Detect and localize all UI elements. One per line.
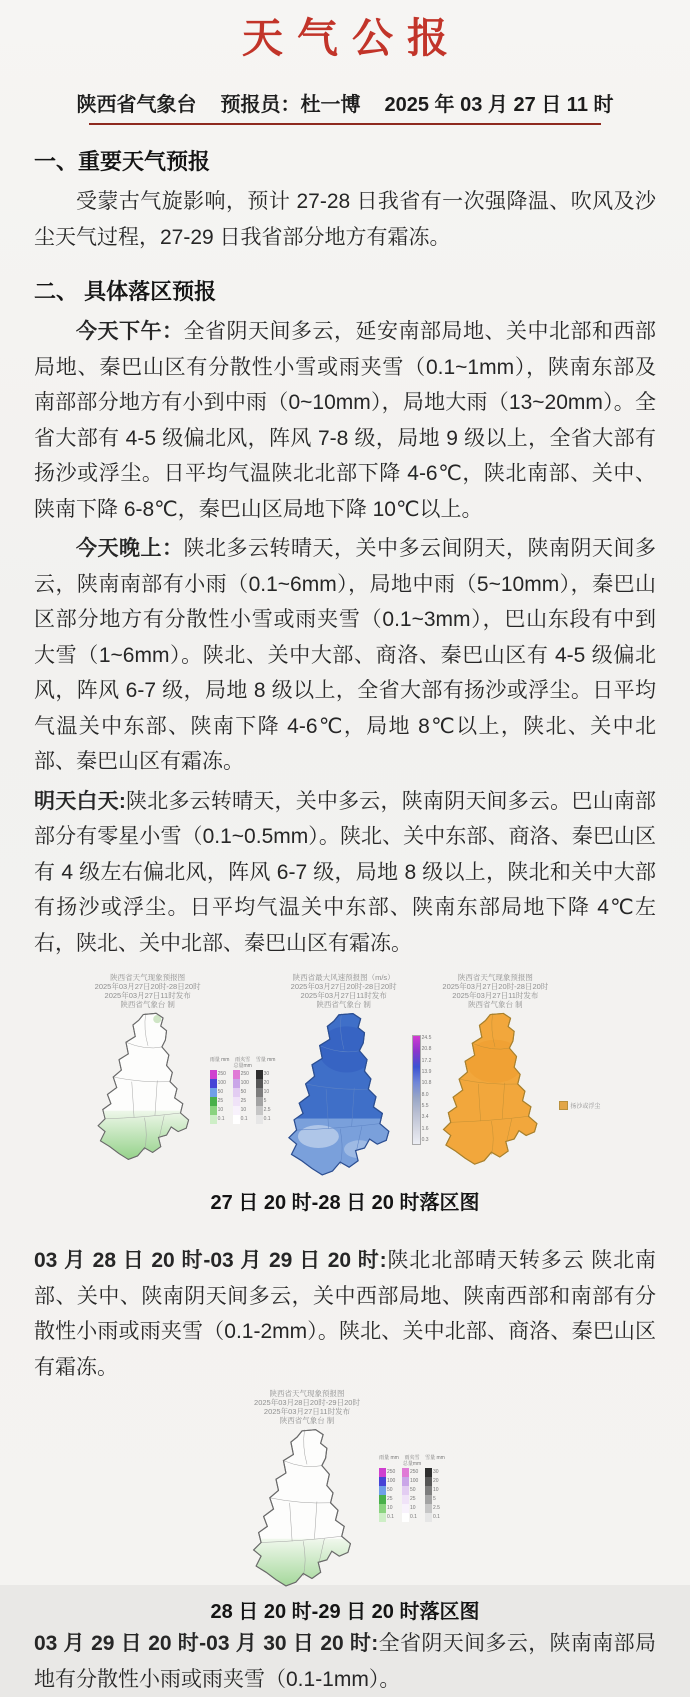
map-weather-phenomena-28-29: [245, 1389, 369, 1591]
legend-snow-swatches: [425, 1468, 432, 1522]
paragraph-text: 受蒙古气旋影响，预计 27-28 日我省有一次强降温、吹风及沙尘天气过程，27-29 日我省部分地方有霜冻。: [34, 190, 656, 249]
station-name: 陕西省气象台: [76, 94, 197, 116]
wind-speed-legend: [412, 1035, 432, 1145]
legend-snow-label: 雪量 mm: [425, 1455, 445, 1461]
map-header: 陕西省天气现象预报图 2025年03月28日20时-29日20时 2025年03月27日11时发布 陕西省气象台 制: [254, 1389, 360, 1425]
map-header: 陕西省天气现象预报图 2025年03月27日20时-28日20时 2025年03月27日11时发布 陕西省气象台 制: [442, 973, 549, 1009]
legend-sleet-swatches: [233, 1070, 240, 1124]
forecast-this-afternoon: [34, 314, 656, 527]
dust-legend-swatch: [559, 1101, 568, 1110]
paragraph-lead: 明天白天:: [34, 789, 126, 813]
issue-datetime: 2025 年 03 月 27 日 11 时: [384, 94, 614, 116]
page-title: 天气公报: [242, 15, 462, 61]
legend-sleet-label: 雨夹雪 总量mm: [233, 1057, 252, 1069]
legend-sleet-swatches: [402, 1468, 409, 1522]
map-weather-phenomena-27-28: [90, 973, 206, 1164]
legend-rain-ticks: 250 100 50 25 10 0.1: [387, 1469, 396, 1520]
paragraph-text: 陕北多云转晴天，关中多云间阴天，陕南阴天间多云，陕南南部有小雨（0.1~6mm），局地中雨（5~10mm），秦巴山区部分地方有分散性小雪或雨夹雪（0.1~3mm），巴山东段有中到大雪（1~6mm）。陕北、关中大部、商洛、秦巴山区有 4-5 级偏北风，阵风 6-7 级，局地 8 级以上，全省大部有扬沙或浮尘。日平均气温关中东部、陕南下降 4-6℃，局地 8℃以上，陕北、关中北部、秦巴山区有霜冻。: [34, 537, 656, 773]
map-header: 陕西省最大风速预报图（m/s） 2025年03月27日20时-28日20时 2025年03月27日11时发布 陕西省气象台 制: [290, 973, 397, 1009]
legend-rain-label: 雨量 mm: [209, 1057, 230, 1063]
forecaster-name: 预报员：杜一博: [220, 94, 361, 116]
legend-rain-swatches: [210, 1070, 217, 1124]
legend-sleet-label: 雨夹雪 总量mm: [402, 1455, 422, 1467]
map-weather-phenomena-dust-27-28: [435, 973, 555, 1169]
paragraph-text: 全省阴天间多云，延安南部局地、关中北部和西部局地、秦巴山区有分散性小雪或雨夹雪（0.1~1mm），陕南东部及南部部分地方有小到中雨（0~10mm），局地大雨（13~20mm）。全省大部有 4-5 级偏北风，阵风 7-8 级，局地 9 级以上，全省大部有扬沙或浮尘。日平均气温陕北北部下降 4-6℃，陕北南部、关中、陕南下降 6-8℃，秦巴山区局地下降 10℃以上。: [34, 320, 656, 521]
paragraph-lead: 今天下午：: [76, 320, 184, 343]
dust-legend: [559, 1101, 600, 1110]
legend-snow-swatches: [256, 1070, 263, 1124]
precipitation-legend: [210, 1057, 276, 1124]
map-header: 陕西省天气现象预报图 2025年03月27日20时-28日20时 2025年03月27日11时发布 陕西省气象台 制: [94, 973, 201, 1009]
paragraph-text: 陕北北部晴天转多云 陕北南部、关中、陕南阴天间多云，关中西部局地、陕南西部和南部有分散性小雨或雨夹雪（0.1-2mm）。陕北、关中北部、商洛、秦巴山区有霜冻。: [34, 1249, 656, 1379]
forecast-maps-row: [34, 973, 656, 1180]
legend-rain-swatches: [379, 1468, 386, 1522]
precipitation-legend-2: [379, 1455, 445, 1522]
paragraph-text: 全省阴天间多云，陕南南部局地有分散性小雨或雨夹雪（0.1-1mm）。: [34, 1632, 657, 1691]
section-1-paragraph: [34, 184, 656, 255]
legend-snow-label: 雪量 mm: [255, 1057, 276, 1063]
maps-caption-28-29: 28 日 20 时-29 日 20 时落区图: [210, 1601, 480, 1623]
legend-snow-ticks: 30 20 10 5 2.5 0.1: [433, 1469, 440, 1520]
legend-rain-label: 雨量 mm: [379, 1455, 399, 1461]
paragraph-lead: 今天晚上：: [76, 537, 184, 560]
wind-legend-ticks: 24.5 20.8 17.2 13.9 10.8 8.0 5.5 3.4 1.6 0.3: [421, 1035, 432, 1143]
section-2-heading: 二、 具体落区预报: [34, 279, 217, 304]
legend-sleet-ticks: 250 100 50 25 10 0.1: [240, 1071, 249, 1122]
forecast-28-29: [34, 1243, 656, 1385]
paragraph-text: 陕北多云转晴天，关中多云，陕南阴天间多云。巴山南部部分有零星小雪（0.1~0.5mm）。陕北、关中东部、商洛、秦巴山区有 4 级左右偏北风，阵风 6-7 级，局地 8 级以上，陕北和关中大部有扬沙或浮尘。日平均气温关中东部、陕南东部局地下降 4℃左右，陕北、关中北部、秦巴山区有霜冻。: [34, 789, 656, 955]
dust-legend-label: 扬沙或浮尘: [570, 1104, 601, 1110]
legend-sleet-ticks: 250 100 50 25 10 0.1: [410, 1469, 419, 1520]
wind-legend-gradient-bar: [412, 1035, 421, 1145]
forecast-tomorrow-day: [34, 784, 656, 962]
shaanxi-map-outline-green: [90, 1011, 206, 1164]
bulletin-body: [0, 145, 690, 1697]
paragraph-lead: 03 月 28 日 20 时-03 月 29 日 20 时:: [34, 1249, 387, 1272]
forecast-map-28-29-block: [34, 1389, 656, 1591]
bulletin-header: [76, 88, 614, 125]
shaanxi-map-blue: [280, 1011, 408, 1180]
legend-rain-ticks: 250 100 50 25 10 0.1: [217, 1071, 226, 1122]
maps-caption-27-28: 27 日 20 时-28 日 20 时落区图: [210, 1192, 480, 1214]
map-max-wind-27-28: [280, 973, 408, 1180]
legend-snow-ticks: 30 20 10 5 2.5 0.1: [263, 1071, 271, 1122]
forecast-tonight: [34, 531, 656, 780]
section-1-heading: 一、重要天气预报: [34, 149, 211, 174]
shaanxi-map-outline-green-2: [245, 1427, 369, 1591]
forecast-29-30: [34, 1626, 656, 1697]
paragraph-lead: 03 月 29 日 20 时-03 月 30 日 20 时:: [34, 1632, 379, 1655]
shaanxi-map-orange: [435, 1011, 555, 1169]
